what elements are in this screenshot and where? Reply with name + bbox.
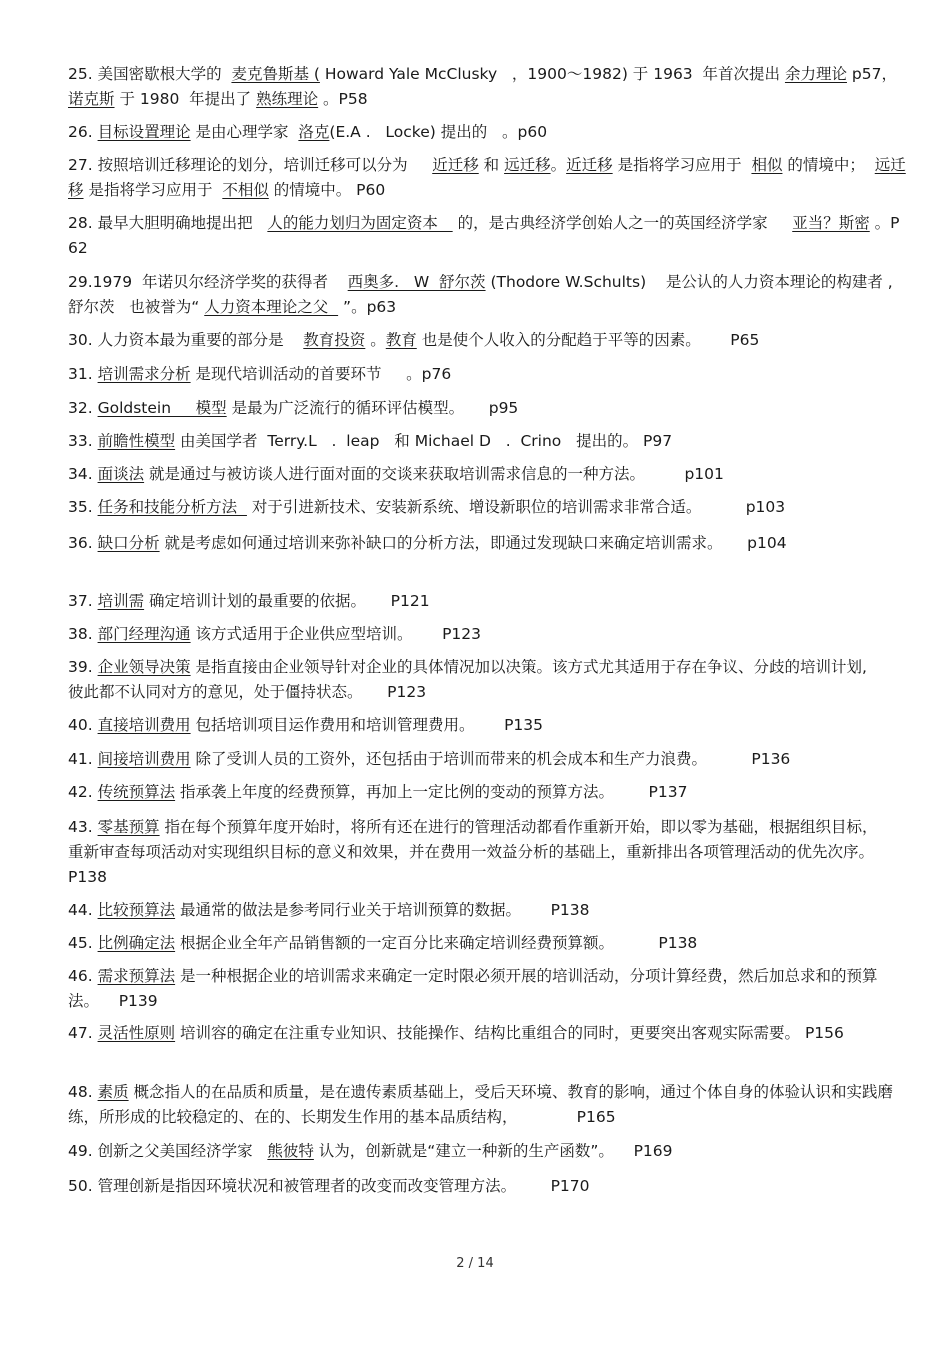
answer-blank: 面谈法 (97, 465, 145, 483)
question-text: 31. (68, 365, 98, 383)
answer-blank: 西奥多. W 舒尔茨 (347, 273, 486, 291)
question-text: 是现代培训活动的首要环节 。p76 (190, 365, 452, 383)
answer-blank: 比例确定法 (97, 934, 176, 952)
question-item (68, 1021, 908, 1046)
answer-blank: Goldstein 模型 (97, 399, 227, 417)
answer-blank: 熟练理论 (256, 90, 319, 108)
question-text: 49. 创新之父美国经济学家 (68, 1142, 268, 1160)
answer-blank: 部门经理沟通 (97, 625, 191, 643)
question-text: 对于引进新技术、安装新系统、增设新职位的培训需求非常合适。 p103 (246, 498, 786, 516)
answer-blank: 传统预算法 (97, 783, 176, 801)
question-item (68, 1080, 908, 1130)
answer-blank: 洛克 (298, 123, 330, 141)
question-text: 37. (68, 592, 98, 610)
question-text: 。 (365, 331, 386, 349)
question-text: 47. (68, 1024, 98, 1042)
question-text: 是一种根据企业的培训需求来确定一定时限必须开展的培训活动，分项计算经费，然后加总求和的预算法。 P139 (68, 967, 878, 1010)
question-text: 26. (68, 123, 98, 141)
answer-blank: 需求预算法 (97, 967, 176, 985)
answer-blank: 近迁移 (566, 156, 613, 174)
question-text: 44. (68, 901, 98, 919)
question-text: 32. (68, 399, 98, 417)
question-text: 。 (550, 156, 567, 174)
answer-blank: 麦克鲁斯基 ( (231, 65, 320, 83)
question-text: 由美国学者 Terry.L . leap 和 Michael D . Crino 提出的。 P97 (175, 432, 673, 450)
question-text: 38. (68, 625, 98, 643)
question-text: 是指直接由企业领导针对企业的具体情况加以决策。该方式尤其适用于存在争议、分歧的培训计划, 彼此都不认同对方的意见，处于僵持状态。 P123 (68, 658, 897, 701)
question-item (68, 270, 908, 320)
answer-blank: 相似 (751, 156, 783, 174)
question-item (68, 655, 908, 705)
question-text: 指在每个预算年度开始时，将所有还在进行的管理活动都看作重新开始，即以零为基础，根据组织目标， 重新审查每项活动对实现组织目标的意义和效果，并在费用一效益分析的基础上，重新排出各项管理活动的优先次序。 P138 (68, 818, 913, 886)
question-text: 就是通过与被访谈人进行面对面的交谈来获取培训需求信息的一种方法。 p101 (144, 465, 724, 483)
question-item (68, 120, 908, 145)
question-text: 28. 最早大胆明确地提出把 (68, 214, 268, 232)
question-text: 50. 管理创新是指因环境状况和被管理者的改变而改变管理方法。 P170 (68, 1177, 590, 1195)
answer-blank: 比较预算法 (97, 901, 176, 919)
question-item (68, 362, 908, 387)
answer-blank: 人力资本理论之父 (204, 298, 339, 316)
question-text: p57， (846, 65, 907, 83)
answer-blank: 余力理论 (784, 65, 847, 83)
question-text: 培训容的确定在注重专业知识、技能操作、结构比重组合的同时，更要突出客观实际需要。 P156 (175, 1024, 844, 1042)
answer-blank: 任务和技能分析方法 (97, 498, 247, 516)
question-text: 该方式适用于企业供应型培训。 P123 (190, 625, 482, 643)
question-text: 是最为广泛流行的循环评估模型。 p95 (226, 399, 519, 417)
question-text: 43. (68, 818, 98, 836)
question-text: 40. (68, 716, 98, 734)
question-item (68, 931, 908, 956)
question-item (68, 429, 908, 454)
question-item (68, 589, 908, 614)
answer-blank: 教育 (385, 331, 417, 349)
answer-blank: 培训需 (97, 592, 145, 610)
question-item (68, 622, 908, 647)
question-item (68, 815, 913, 890)
question-text: 33. (68, 432, 98, 450)
answer-blank: 前瞻性模型 (97, 432, 176, 450)
answer-blank: 素质 (97, 1083, 129, 1101)
answer-blank: 直接培训费用 (97, 716, 191, 734)
answer-blank: 诺克斯 (68, 90, 115, 108)
question-item (68, 1174, 908, 1199)
question-text: 根据企业全年产品销售额的一定百分比来确定培训经费预算额。 P138 (175, 934, 698, 952)
question-item (68, 964, 908, 1014)
question-text: 就是考虑如何通过培训来弥补缺口的分析方法，即通过发现缺口来确定培训需求。 p104 (159, 534, 787, 552)
question-text: 概念指人的在品质和质量，是在遗传素质基础上，受后天环境、教育的影响，通过个体自身的体验认识和实践磨练，所形成的比较稳定的、在的、长期发生作用的基本品质结构， P165 (68, 1083, 894, 1126)
question-text: 指承袭上年度的经费预算，再加上一定比例的变动的预算方法。 P137 (175, 783, 688, 801)
question-text: 48. (68, 1083, 98, 1101)
question-item (68, 396, 908, 421)
question-item (68, 747, 908, 772)
answer-blank: 熊彼特 (267, 1142, 314, 1160)
page-number: 2 / 14 (456, 1256, 494, 1271)
question-item (68, 462, 908, 487)
question-text: 的，是古典经济学创始人之一的英国经济学家 (452, 214, 793, 232)
question-text: (Thodore W.Schults) 是公认的人力资本理论的构建者 , 舒尔茨 也被誉为“ (68, 273, 898, 316)
question-text: 也是使个人收入的分配趋于平等的因素。 P65 (416, 331, 760, 349)
question-item (68, 495, 908, 520)
question-text: 认为，创新就是“建立一种新的生产函数”。 P169 (313, 1142, 673, 1160)
question-text: ”。p63 (338, 298, 397, 316)
question-text: Howard Yale McClusky ，1900～1982) 于 1963 年首次提出 (319, 65, 785, 83)
question-text: 是指将学习应用于 (83, 181, 223, 199)
question-item (68, 713, 908, 738)
question-text: 和 (478, 156, 505, 174)
question-text: 30. 人力资本最为重要的部分是 (68, 331, 304, 349)
question-text: 29.1979 年诺贝尔经济学奖的获得者 (68, 273, 348, 291)
question-text: 除了受训人员的工资外，还包括由于培训而带来的机会成本和生产力浪费。 P136 (190, 750, 791, 768)
question-item (68, 531, 908, 556)
question-text: 最通常的做法是参考同行业关于培训预算的数据。 P138 (175, 901, 590, 919)
question-text: 45. (68, 934, 98, 952)
question-item (68, 153, 908, 203)
answer-blank: 缺口分析 (97, 534, 160, 552)
question-text: 42. (68, 783, 98, 801)
question-text: 36. (68, 534, 98, 552)
question-text: 是指将学习应用于 (612, 156, 752, 174)
question-text: 确定培训计划的最重要的依据。 P121 (144, 592, 430, 610)
question-text: 的情境中。 P60 (268, 181, 386, 199)
question-text: 。P58 (318, 90, 368, 108)
answer-blank: 企业领导决策 (97, 658, 191, 676)
answer-blank: 目标设置理论 (97, 123, 191, 141)
question-text: 是由心理学家 (190, 123, 299, 141)
question-item (68, 62, 908, 112)
question-text: 39. (68, 658, 98, 676)
question-item (68, 328, 908, 353)
answer-blank: 间接培训费用 (97, 750, 191, 768)
answer-blank: 远迁移 (504, 156, 551, 174)
answer-blank: 教育投资 (303, 331, 366, 349)
answer-blank: 灵活性原则 (97, 1024, 176, 1042)
question-text: 。P62 (68, 214, 900, 257)
answer-blank: 远迁移 (68, 156, 906, 199)
question-text: 34. (68, 465, 98, 483)
question-text: 25. 美国密歇根大学的 (68, 65, 232, 83)
question-text: 的情境中； (782, 156, 875, 174)
answer-blank: 亚当？斯密 (792, 214, 870, 232)
answer-blank: 近迁移 (432, 156, 479, 174)
answer-blank: 不相似 (222, 181, 269, 199)
question-item (68, 780, 908, 805)
question-text: 于 1980 年提出了 (114, 90, 257, 108)
question-item (68, 898, 908, 923)
answer-blank: 人的能力划归为固定资本 (267, 214, 453, 232)
question-text: (E.A . Locke) 提出的 。p60 (329, 123, 548, 141)
question-text: 46. (68, 967, 98, 985)
question-text: 41. (68, 750, 98, 768)
question-text: 27. 按照培训迁移理论的划分，培训迁移可以分为 (68, 156, 433, 174)
question-text: 35. (68, 498, 98, 516)
answer-blank: 培训需求分析 (97, 365, 191, 383)
answer-blank: 零基预算 (97, 818, 160, 836)
question-text: 包括培训项目运作费用和培训管理费用。 P135 (190, 716, 544, 734)
question-item (68, 211, 908, 261)
question-item (68, 1139, 908, 1164)
